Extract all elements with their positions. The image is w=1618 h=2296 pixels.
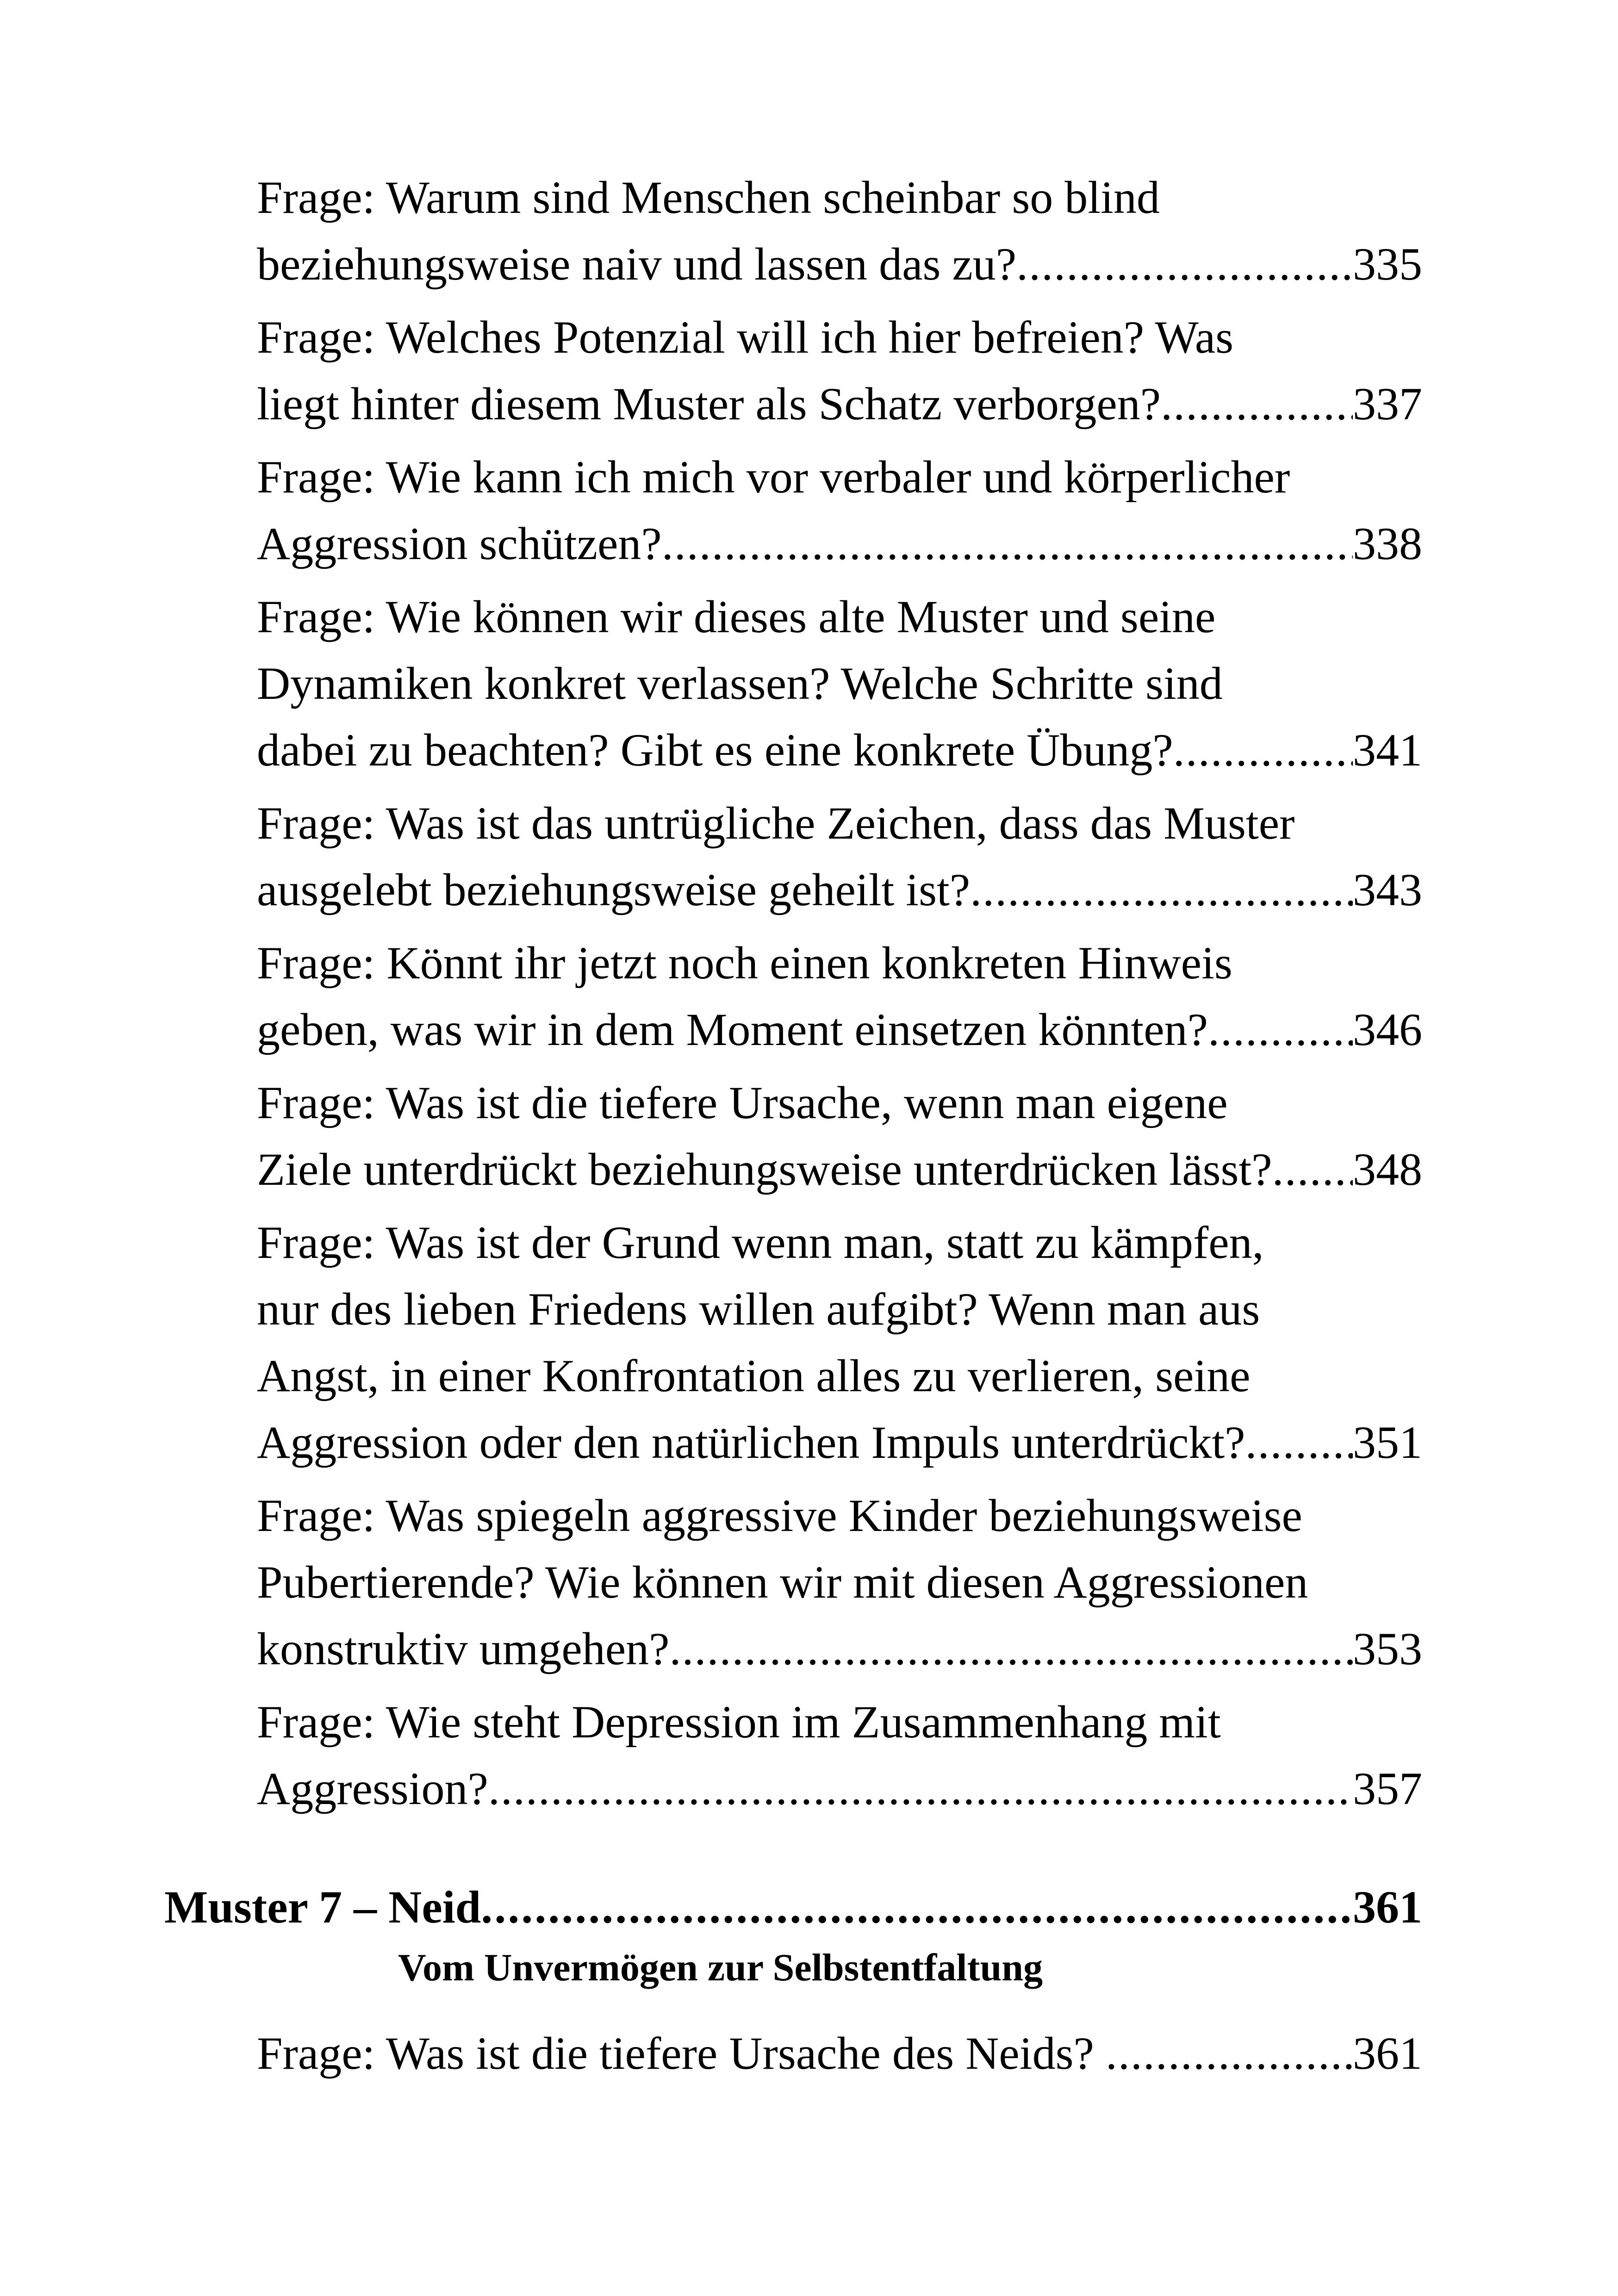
dot-leader	[1272, 1136, 1353, 1203]
dot-leader	[1208, 996, 1353, 1063]
toc-entry	[164, 790, 1422, 923]
toc-entry-text: beziehungsweise naiv und lassen das zu?	[257, 238, 1017, 290]
toc-entry-line: Pubertierende? Wie können wir mit diesen Aggressionen	[257, 1556, 1308, 1608]
table-of-contents	[164, 164, 1422, 2093]
dot-leader	[1161, 371, 1353, 437]
toc-entry-text: Aggression?	[257, 1763, 488, 1814]
toc-entry-last-line	[257, 996, 1422, 1063]
toc-entry-text: geben, was wir in dem Moment einsetzen könnten?	[257, 1004, 1208, 1055]
toc-entry-last-line	[257, 1755, 1422, 1822]
toc-entry-line: Dynamiken konkret verlassen? Welche Schritte sind	[257, 658, 1223, 709]
toc-entry	[164, 584, 1422, 784]
toc-entry-text: liegt hinter diesem Muster als Schatz verborgen?	[257, 378, 1161, 429]
toc-entry-line: Frage: Was ist das untrügliche Zeichen, dass das Muster	[257, 797, 1295, 849]
toc-entry-line: Frage: Wie steht Depression im Zusammenhang mit	[257, 1696, 1221, 1748]
toc-entry-last-line	[257, 717, 1422, 784]
toc-page-number: 361	[1353, 2028, 1422, 2079]
toc-entry-last-line	[257, 2020, 1422, 2087]
toc-entry-line: Frage: Könnt ihr jetzt noch einen konkreten Hinweis	[257, 937, 1232, 989]
toc-entry-line: Frage: Was spiegeln aggressive Kinder beziehungsweise	[257, 1490, 1302, 1541]
toc-entry-last-line	[257, 857, 1422, 923]
toc-entry-line: Frage: Was ist die tiefere Ursache, wenn man eigene	[257, 1077, 1228, 1128]
toc-page-number: 348	[1353, 1144, 1422, 1195]
toc-entry-line: Frage: Wie kann ich mich vor verbaler und körperlicher	[257, 451, 1290, 503]
dot-leader	[1245, 1409, 1353, 1476]
toc-entry-last-line	[257, 371, 1422, 437]
toc-entry-text: Frage: Was ist die tiefere Ursache des Neids?	[257, 2028, 1106, 2079]
toc-entry-last-line	[257, 1136, 1422, 1203]
dot-leader	[970, 857, 1353, 923]
toc-entry	[164, 304, 1422, 437]
toc-entry-line: Frage: Was ist der Grund wenn man, statt zu kämpfen,	[257, 1217, 1264, 1268]
dot-leader	[662, 510, 1353, 577]
toc-page-number: 335	[1353, 238, 1422, 290]
toc-entry-text: konstruktiv umgehen?	[257, 1623, 670, 1674]
toc-page-number: 353	[1353, 1623, 1422, 1674]
toc-entry-text: Ziele unterdrückt beziehungsweise unterdrücken lässt?	[257, 1144, 1272, 1195]
toc-entry	[164, 1070, 1422, 1203]
dot-leader	[670, 1616, 1353, 1682]
toc-entry-last-line	[257, 510, 1422, 577]
toc-page-number: 341	[1353, 724, 1422, 776]
toc-entry	[164, 930, 1422, 1063]
chapter-page-number: 361	[1353, 1881, 1422, 1933]
toc-entry-last-line	[257, 231, 1422, 298]
toc-entry	[164, 1689, 1422, 1822]
dot-leader	[1016, 231, 1353, 298]
toc-entry-text: Aggression schützen?	[257, 518, 662, 569]
toc-entry-last-line	[257, 1616, 1422, 1682]
toc-entry-text: dabei zu beachten? Gibt es eine konkrete Übung?	[257, 724, 1173, 776]
toc-page-number: 343	[1353, 864, 1422, 915]
chapter-subtitle: Vom Unvermögen zur Selbstentfaltung	[398, 1946, 1043, 1989]
toc-entry	[164, 1209, 1422, 1476]
toc-entry-line: Frage: Welches Potenzial will ich hier befreien? Was	[257, 311, 1234, 363]
toc-entry-text: ausgelebt beziehungsweise geheilt ist?	[257, 864, 971, 915]
toc-page-number: 337	[1353, 378, 1422, 429]
dot-leader	[1106, 2020, 1353, 2087]
chapter-heading	[164, 1874, 1422, 1941]
toc-entry-line: Angst, in einer Konfrontation alles zu verlieren, seine	[257, 1350, 1251, 1401]
toc-entry	[164, 2020, 1422, 2087]
toc-entry-line: Frage: Wie können wir dieses alte Muster und seine	[257, 591, 1216, 642]
dot-leader	[481, 1874, 1353, 1941]
dot-leader	[488, 1755, 1353, 1822]
toc-entry	[164, 1482, 1422, 1682]
toc-entry-line: nur des lieben Friedens willen aufgibt? Wenn man aus	[257, 1283, 1260, 1335]
dot-leader	[1173, 717, 1353, 784]
toc-page-number: 357	[1353, 1763, 1422, 1814]
toc-page-number: 351	[1353, 1417, 1422, 1468]
chapter-title: Muster 7 – Neid	[164, 1881, 481, 1933]
toc-page-number: 338	[1353, 518, 1422, 569]
toc-entry-line: Frage: Warum sind Menschen scheinbar so blind	[257, 172, 1160, 223]
toc-entry-text: Aggression oder den natürlichen Impuls unterdrückt?	[257, 1417, 1245, 1468]
toc-page-number: 346	[1353, 1004, 1422, 1055]
toc-entry	[164, 164, 1422, 298]
toc-entry-last-line	[257, 1409, 1422, 1476]
toc-entry	[164, 444, 1422, 577]
